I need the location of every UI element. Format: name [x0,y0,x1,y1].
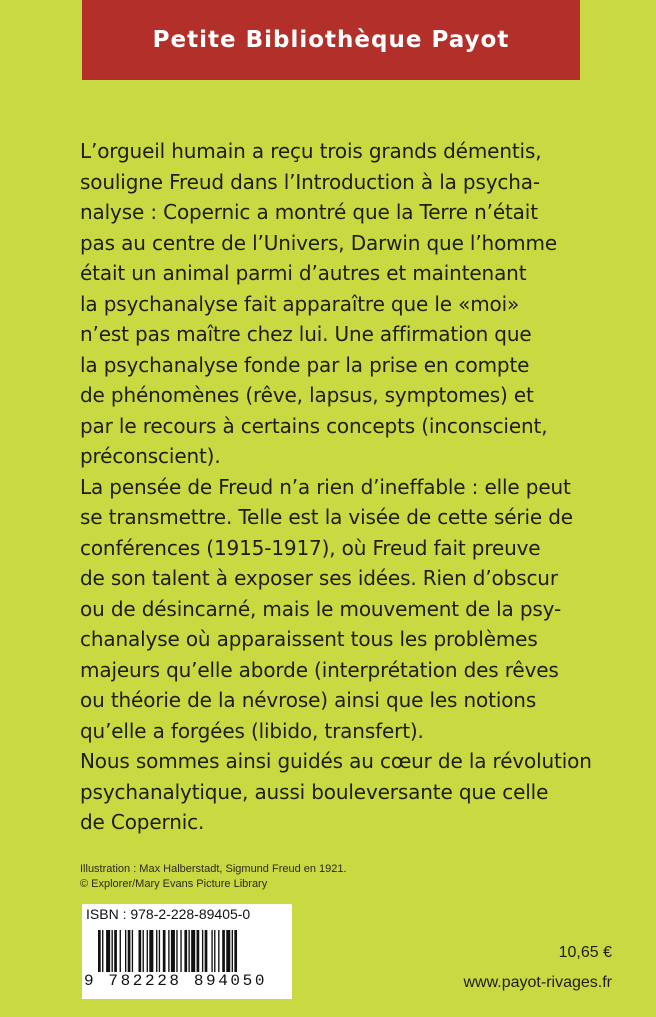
barcode-bar [149,930,153,972]
barcode-bar [112,930,113,972]
blurb-line: de son talent à exposer ses idées. Rien d’obscur [80,566,558,590]
barcode-bar [102,930,103,972]
copyright-credit-line: © Explorer/Mary Evans Picture Library [80,878,268,890]
back-cover-blurb [80,136,620,838]
barcode-bar [197,930,200,972]
blurb-line: préconscient). [80,444,221,468]
barcode-bar [226,930,230,972]
blurb-line: pas au centre de l’Univers, Darwin que l’homme [80,230,557,255]
barcode-bar [125,930,126,972]
barcode-label [82,904,292,999]
blurb-line: souligne Freud dans l’Introduction à la psycha- [80,169,540,194]
blurb-line: majeurs qu’elle aborde (interprétation des rêves [80,657,559,682]
barcode-bar [184,930,187,972]
barcode-bar [163,930,166,972]
blurb-line: Nous sommes ainsi guidés au cœur de la révolution [80,749,592,773]
blurb-line: n’est pas maître chez lui. Une affirmation que [80,322,532,346]
barcode-bar [222,930,225,972]
blurb-line: de Copernic. [80,810,205,834]
blurb-line: La pensée de Freud n’a rien d’ineffable : elle peut [80,474,571,499]
illustration-credit-line: Illustration : Max Halberstadt, Sigmund Freud en 1921. [80,863,347,875]
barcode-bar [120,930,121,972]
isbn-text: ISBN : 978-2-228-89405-0 [86,906,251,922]
blurb-line: ou de désincarné, mais le mouvement de la psy- [80,596,562,621]
blurb-line: qu’elle a forgées (libido, transfert). [80,718,424,743]
barcode-graphic [98,930,278,972]
blurb-line: la psychanalyse fonde par la prise en compte [80,352,530,377]
barcode-bar [114,930,117,972]
barcode-bar [132,930,133,972]
blurb-line: par le recours à certains concepts (inconscient, [80,413,548,438]
barcode-bar [143,930,144,972]
barcode-bar [191,930,195,972]
illustration-credits [80,862,480,892]
barcode-bar [176,930,177,972]
blurb-line: la psychanalyse fait apparaître que le «moi» [80,291,520,316]
barcode-bar [168,930,169,972]
barcode-bar [202,930,203,972]
barcode-digits: 9 782228 894050 [84,972,268,990]
series-banner [82,0,580,80]
barcode-bar [106,930,110,972]
barcode-bar [156,930,157,972]
barcode-bar [171,930,175,972]
barcode-bar [128,930,131,972]
barcode-bar [180,930,181,972]
barcode-bar [147,930,148,972]
barcode-bar [139,930,142,972]
blurb-line: L’orgueil humain a reçu trois grands démentis, [80,139,542,163]
blurb-line: était un animal parmi d’autres et maintenant [80,261,527,285]
blurb-line: ou théorie de la névrose) ainsi que les notions [80,688,537,712]
barcode-bar [159,930,160,972]
barcode-bar [234,930,237,972]
price: 10,65 € [558,944,612,961]
barcode-bar [232,930,233,972]
series-title: Petite Bibliothèque Payot [152,27,510,53]
blurb-line: se transmettre. Telle est la visée de cette série de [80,505,573,529]
barcode-bar [214,930,215,972]
barcode-bar [211,930,212,972]
publisher-website: www.payot-rivages.fr [463,974,612,991]
blurb-line: de phénomènes (rêve, lapsus, symptomes) et [80,383,534,407]
barcode-bar [205,930,208,972]
barcode-bar [188,930,189,972]
blurb-line: nalyse : Copernic a montré que la Terre n’était [80,200,538,224]
blurb-line: psychanalytique, aussi bouleversante que celle [80,779,549,804]
barcode-bar [98,930,101,972]
barcode-bar [218,930,219,972]
blurb-line: conférences (1915-1917), où Freud fait preuve [80,535,541,560]
blurb-line: chanalyse où apparaissent tous les problèmes [80,627,538,651]
